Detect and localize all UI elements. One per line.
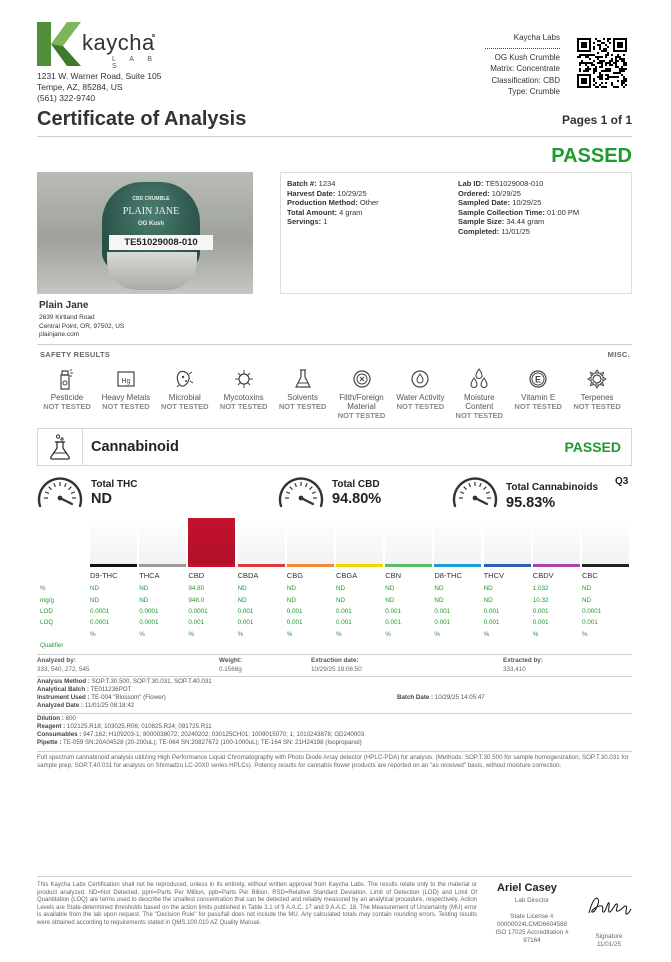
row-label: Qualifier — [40, 642, 64, 649]
lab-id-sticker: TE51029008-010 — [109, 235, 213, 250]
safety-test-status: NOT TESTED — [43, 402, 91, 411]
bar-d8-thc — [434, 518, 481, 567]
safety-test-status: NOT TESTED — [514, 402, 562, 411]
header-type: Type: Crumble — [507, 87, 560, 96]
amount-row: Total Amount: 4 gram — [287, 207, 363, 217]
analyte-name: D8-THC — [434, 571, 462, 580]
cannabinoid-title: Cannabinoid — [91, 439, 179, 455]
safety-test-name: Heavy Metals — [101, 393, 151, 402]
extraction-date-label: Extraction date: — [311, 657, 359, 664]
analyte-name: CBD — [188, 571, 205, 580]
safety-test-status: NOT TESTED — [573, 402, 621, 411]
handwritten-signature — [586, 893, 632, 919]
bar-cbd — [188, 518, 235, 567]
logo-dot — [152, 34, 155, 37]
client-address-line: 2639 Kirtland Road — [39, 314, 95, 321]
spray-icon — [55, 366, 79, 392]
analyte-pct-cell: ND — [582, 585, 592, 592]
analyte-unit-cell: % — [188, 631, 194, 638]
total-value: 94.80% — [332, 491, 382, 507]
analyte-loq-cell: 0.0001 — [90, 619, 110, 626]
analyte-lod-cell: 0.001 — [434, 608, 451, 615]
analyte-lod-cell: 0.001 — [286, 608, 303, 615]
cannabinoid-header — [37, 428, 632, 466]
analyte-mgg-cell: ND — [139, 597, 149, 604]
analyte-unit-cell: % — [532, 631, 539, 638]
bar-cbdv — [533, 518, 580, 567]
page-title: Certificate of Analysis — [37, 108, 247, 130]
row-label: mg/g — [40, 597, 54, 604]
analyte-name: CBDV — [532, 571, 554, 580]
lab-address-line: Tempe, AZ, 85284, US — [37, 82, 123, 92]
cannabinoid-icon-divider — [82, 429, 83, 465]
sample-photo — [37, 172, 253, 294]
client-address — [39, 314, 124, 340]
analyte-loq-cell: 0.001 — [237, 619, 254, 626]
analyte-unit-cell: % — [483, 631, 490, 638]
ordered-row: Ordered: 10/29/25 — [458, 188, 521, 198]
analyte-pct-cell: ND — [139, 585, 149, 592]
safety-test-name: Water Activity — [396, 393, 445, 402]
analyte-pct-cell: ND — [237, 585, 247, 592]
divider — [37, 654, 632, 655]
divider — [37, 751, 632, 752]
safety-test-solvents — [275, 366, 331, 411]
lab-id-row: Lab ID: TE51029008-010 — [458, 179, 544, 188]
safety-test-pesticide — [39, 366, 95, 411]
instrument-row: Instrument Used : TE-004 "Blossom" (Flower) — [37, 694, 166, 701]
safety-test-terpenes — [569, 366, 625, 411]
magnifier-icon — [350, 366, 374, 392]
signature-date: 11/01/25 — [596, 941, 622, 948]
analyte-pct-cell: ND — [336, 585, 346, 592]
disclaimer: This Kaycha Labs Certification shall not be reproduced, unless in its entirety, without written approval from Kaycha Labs. The results relate only to the material or product analyzed. ND=Not Detected, ppm=Parts Per Million, ppb=Parts Per Billion, RSD=Relative Standard Deviation. Limit of Detection (LOD) and Limit Of Quantitation (LOQ) are terms used to describe the smallest concentration that can be detected and reliably measured by an analytical procedure, respectively. Action Levels are State-determined thresholds based on the action limits published in Table 3.1 of 9 A.A.C. 17 and 9 A.A.C. 18. The Measurement of Uncertainty (MU) error is available from the lab upon request. The "Decision Rule" for pass/fail does not include the MU. Any calculated totals may contain rounding errors. Testing results were obtained according to requirements stated in QMS.100.010 AZ Quality Manual. — [37, 882, 477, 926]
row-label: LOQ — [40, 619, 54, 626]
divider — [37, 713, 632, 714]
analyzed-by-label: Analyzed by: — [37, 657, 76, 664]
analyte-pct-cell: ND — [434, 585, 444, 592]
header-classification: Classification: CBD — [491, 75, 560, 85]
safety-test-status: NOT TESTED — [455, 411, 504, 420]
total-value: ND — [91, 491, 112, 507]
extraction-date-value: 10/29/25 18:06:50 — [311, 666, 362, 673]
gauge-icon — [37, 474, 83, 512]
analyte-loq-cell: 0.0001 — [139, 619, 159, 626]
row-label: % — [40, 585, 46, 592]
analyte-name: CBN — [385, 571, 402, 580]
drops-icon — [467, 366, 491, 392]
safety-test-vitamin-e — [510, 366, 566, 411]
logo-wordmark: kaycha — [82, 30, 155, 55]
total-label: Total CBD — [332, 479, 380, 490]
bar-color-line — [336, 564, 383, 567]
analyzed-date-row: Analyzed Date : 11/01/25 08:18:42 — [37, 702, 135, 709]
lab-phone: (561) 322-9740 — [37, 93, 96, 103]
sample-info-right — [458, 179, 579, 237]
analyte-unit-cell: % — [237, 631, 244, 638]
extracted-by-value: 333,410 — [503, 666, 526, 673]
safety-test-status: NOT TESTED — [396, 402, 445, 411]
safety-test-name: Solvents — [287, 393, 318, 402]
bar-color-line — [385, 564, 432, 567]
analyte-mgg-cell: ND — [237, 597, 247, 604]
divider — [37, 676, 632, 677]
bar-color-line — [582, 564, 629, 567]
analyte-lod-cell: 0.0001 — [582, 608, 602, 615]
reagents-block — [37, 715, 632, 747]
qr-code[interactable] — [577, 38, 627, 88]
analyte-unit-cell: % — [385, 631, 391, 638]
analyte-mgg-cell: ND — [483, 597, 493, 604]
batch-date-row: Batch Date : 10/29/25 14:05:47 — [397, 694, 485, 701]
safety-test-status: NOT TESTED — [102, 402, 150, 411]
analyte-unit-cell: % — [336, 631, 342, 638]
safety-results-label: SAFETY RESULTS — [40, 350, 111, 359]
lab-address — [37, 71, 161, 104]
batch-row: Batch #: 1234 — [287, 179, 336, 188]
state-license-number: 00000024LCMD6604568 — [496, 921, 568, 928]
bar-d9-thc — [90, 518, 137, 567]
svg-text:Hg: Hg — [121, 378, 131, 385]
signatory-name: Ariel Casey — [497, 882, 557, 894]
bar-thca — [139, 518, 186, 567]
gauge-icon — [452, 474, 498, 512]
gauge-icon — [278, 474, 324, 512]
safety-test-moisture-content — [451, 366, 507, 420]
footer-divider — [37, 876, 632, 877]
svg-text:E: E — [535, 374, 542, 385]
consumables-row: Consumables : 947.162; H109203-1; 8000038072; 20240202; 030125CH01; 1009015070; 1; 1010243878; GD240003 — [37, 731, 365, 738]
safety-test-name: Microbial — [168, 393, 201, 402]
bar-cbn — [385, 518, 432, 567]
analyte-loq-cell: 0.001 — [336, 619, 352, 626]
signature-label: Signature — [595, 933, 623, 940]
analyte-mgg-cell: 10.32 — [532, 597, 549, 604]
analyte-loq-cell: 0.001 — [483, 619, 500, 626]
analyte-name: CBGA — [336, 571, 358, 580]
header-lab-name: Kaycha Labs — [513, 33, 560, 42]
harvest-row: Harvest Date: 10/29/25 — [287, 188, 367, 198]
reagent-row: Reagent : 102125.R18; 103025.R06; 010825.R24; 091725.R11 — [37, 723, 212, 730]
safety-test-status: NOT TESTED — [161, 402, 209, 411]
logo-sub: L A B S — [112, 56, 159, 70]
analyte-mgg-cell: ND — [90, 597, 100, 604]
bar-cbc — [582, 518, 629, 567]
overall-status: PASSED — [551, 145, 632, 167]
water-icon — [408, 366, 432, 392]
bar-cbga — [336, 518, 383, 567]
analyte-lod-cell: 0.001 — [385, 608, 401, 615]
analytical-batch-row: Analytical Batch : TE011236POT — [37, 686, 132, 693]
iso-accreditation-number: 97164 — [523, 937, 541, 944]
analyzed-by-value: 333, 540, 272, 545 — [37, 666, 90, 673]
completed-row: Completed: 11/01/25 — [458, 226, 530, 236]
kaycha-logo-mark — [37, 22, 81, 66]
analyte-mgg-cell: ND — [336, 597, 346, 604]
safety-test-name: Pesticide — [50, 393, 84, 402]
dilution-row: Dilution : 800 — [37, 715, 76, 722]
analyte-mgg-cell: 948.0 — [188, 597, 205, 604]
metal-icon — [114, 366, 138, 392]
analyte-lod-cell: 0.001 — [237, 608, 254, 615]
analyte-name: D9-THC — [90, 571, 118, 580]
analyte-name: THCV — [483, 571, 505, 580]
analyte-loq-cell: 0.001 — [385, 619, 401, 626]
bar-color-line — [287, 564, 334, 567]
header-matrix: Matrix: Concentrate — [490, 64, 560, 73]
analyte-mgg-cell: ND — [286, 597, 296, 604]
safety-test-status: NOT TESTED — [337, 411, 386, 420]
analyte-pct-cell: ND — [483, 585, 493, 592]
safety-test-microbial — [157, 366, 213, 411]
client-name: Plain Jane — [39, 300, 89, 311]
method-note: Full spectrum cannabinoid analysis utilizing High Performance Liquid Chromatography with Photo Diode Array detector (HPLC-PDA) for analysis. (Methods: SOP.T.30.500 for sample homogenization, SOP.T.30.031 for sample prep, SOP.T.40.031 for analysis on Shimadzu LC-20X0 series HPLCs). Potency results for cannabis flower products are reported on an "as received" basis, without moisture correction. — [37, 754, 629, 769]
lab-address-line: 1231 W. Warner Road, Suite 105 — [37, 71, 162, 81]
analyte-lod-cell: 0.0001 — [90, 608, 110, 615]
safety-test-heavy-metals — [98, 366, 154, 411]
analyte-unit-cell: % — [90, 631, 96, 638]
page-count: Pages 1 of 1 — [561, 113, 632, 127]
analyte-lod-cell: 0.0001 — [139, 608, 159, 615]
weight-value: 0.1568g — [219, 666, 242, 673]
sample-size-row: Sample Size: 34.44 gram — [458, 217, 545, 227]
analyte-loq-cell: 0.001 — [434, 619, 451, 626]
analyte-unit-cell: % — [139, 631, 145, 638]
analyte-lod-cell: 0.001 — [336, 608, 352, 615]
bar-color-line — [139, 564, 186, 567]
pipette-row: Pipette : TE-059 SN:20A04528 (20-200uL); TE-064 SN:20827672 (100-1000uL); TE-164 SN: 21H24198 (Isopropanol) — [37, 739, 362, 746]
client-address-line: Central Point, OR, 97502, US — [39, 322, 125, 330]
sample-info-left — [287, 179, 379, 227]
analyte-pct-cell: ND — [286, 585, 296, 592]
total-label: Total THC — [91, 479, 138, 490]
sampled-row: Sampled Date: 10/29/25 — [458, 198, 542, 208]
analyte-pct-cell: ND — [385, 585, 395, 592]
safety-test-name: Vitamin E — [521, 393, 556, 402]
safety-test-name: Moisture Content — [463, 393, 495, 411]
analyte-mgg-cell: ND — [582, 597, 592, 604]
servings-row: Servings: 1 — [287, 217, 328, 227]
iso-accreditation-label: ISO 17025 Accreditation # — [495, 929, 569, 936]
state-license-label: State License # — [510, 913, 554, 920]
total-value: 95.83% — [506, 495, 556, 511]
analyte-name: CBG — [286, 571, 304, 580]
bar-cbda — [238, 518, 285, 567]
divider — [37, 344, 632, 345]
safety-test-water-activity — [392, 366, 448, 411]
microbe-icon — [173, 366, 197, 392]
safety-test-filth-foreign-material — [334, 366, 390, 420]
lid-label-top: CBD CRUMBLE — [132, 196, 170, 202]
bar-color-line — [188, 564, 235, 567]
signatory-role: Lab Director — [514, 897, 550, 904]
lid-brand: PLAIN JANE — [122, 206, 180, 217]
method-block — [37, 678, 397, 710]
safety-test-name: Mycotoxins — [223, 393, 264, 402]
bar-color-line — [434, 564, 481, 567]
row-label: LOD — [40, 608, 53, 615]
lid-product: OG Kush — [137, 221, 164, 227]
flask-icon — [291, 366, 315, 392]
total-label: Total Cannabinoids — [506, 482, 599, 493]
kaycha-logo — [37, 22, 167, 68]
analyte-pct-cell: ND — [90, 585, 100, 592]
analyte-loq-cell: 0.001 — [188, 619, 205, 626]
analyte-mgg-cell: ND — [434, 597, 444, 604]
misc-label: MISC. — [607, 350, 630, 359]
safety-test-status: NOT TESTED — [219, 402, 268, 411]
analyte-unit-cell: % — [286, 631, 293, 638]
safety-test-name: Terpenes — [580, 393, 614, 402]
safety-test-status: NOT TESTED — [278, 402, 327, 411]
analyte-pct-cell: 1.032 — [532, 585, 549, 592]
bar-fill — [188, 518, 235, 567]
cannabinoid-status: PASSED — [564, 439, 621, 455]
client-website[interactable]: plainjane.com — [39, 331, 80, 338]
bar-color-line — [238, 564, 285, 567]
virus-icon — [232, 366, 256, 392]
analyte-pct-cell: 94.80 — [188, 585, 205, 592]
q3-badge: Q3 — [615, 476, 629, 487]
flask-icon — [49, 434, 71, 460]
analysis-method-row: Analysis Method : SOP.T.30.500, SOP.T.30.031, SOP.T.40.031 — [37, 678, 212, 685]
bar-cbg — [287, 518, 334, 567]
collection-row: Sample Collection Time: 01:00 PM — [458, 207, 580, 217]
signatory-block — [484, 897, 580, 945]
analyte-lod-cell: 0.001 — [532, 608, 549, 615]
container-base — [107, 252, 197, 290]
analyte-unit-cell: % — [582, 631, 588, 638]
analyte-loq-cell: 0.001 — [286, 619, 303, 626]
analyte-name: THCA — [139, 571, 160, 580]
bar-color-line — [533, 564, 580, 567]
safety-test-mycotoxins — [216, 366, 272, 411]
weight-label: Weight: — [219, 657, 242, 664]
safety-test-name: Filth/Foreign Material — [339, 393, 384, 411]
header-dots — [485, 44, 560, 49]
analyte-mgg-cell: ND — [385, 597, 395, 604]
analyte-name: CBDA — [237, 571, 259, 580]
bar-color-line — [484, 564, 531, 567]
analyte-name: CBC — [582, 571, 598, 580]
bar-thcv — [484, 518, 531, 567]
header-product-info — [410, 32, 560, 98]
production-row: Production Method: Other — [287, 198, 379, 208]
analyte-lod-cell: 0.0001 — [188, 608, 208, 615]
vitamin-icon — [526, 366, 550, 392]
signature-caption — [584, 933, 634, 949]
analyte-lod-cell: 0.001 — [483, 608, 500, 615]
header-product: OG Kush Crumble — [494, 52, 560, 62]
bar-color-line — [90, 564, 137, 567]
analyte-loq-cell: 0.001 — [582, 619, 598, 626]
analyte-loq-cell: 0.001 — [532, 619, 549, 626]
divider — [37, 136, 632, 137]
analyte-unit-cell: % — [434, 631, 440, 638]
extracted-by-label: Extracted by: — [503, 657, 543, 664]
terpene-icon — [585, 366, 609, 392]
